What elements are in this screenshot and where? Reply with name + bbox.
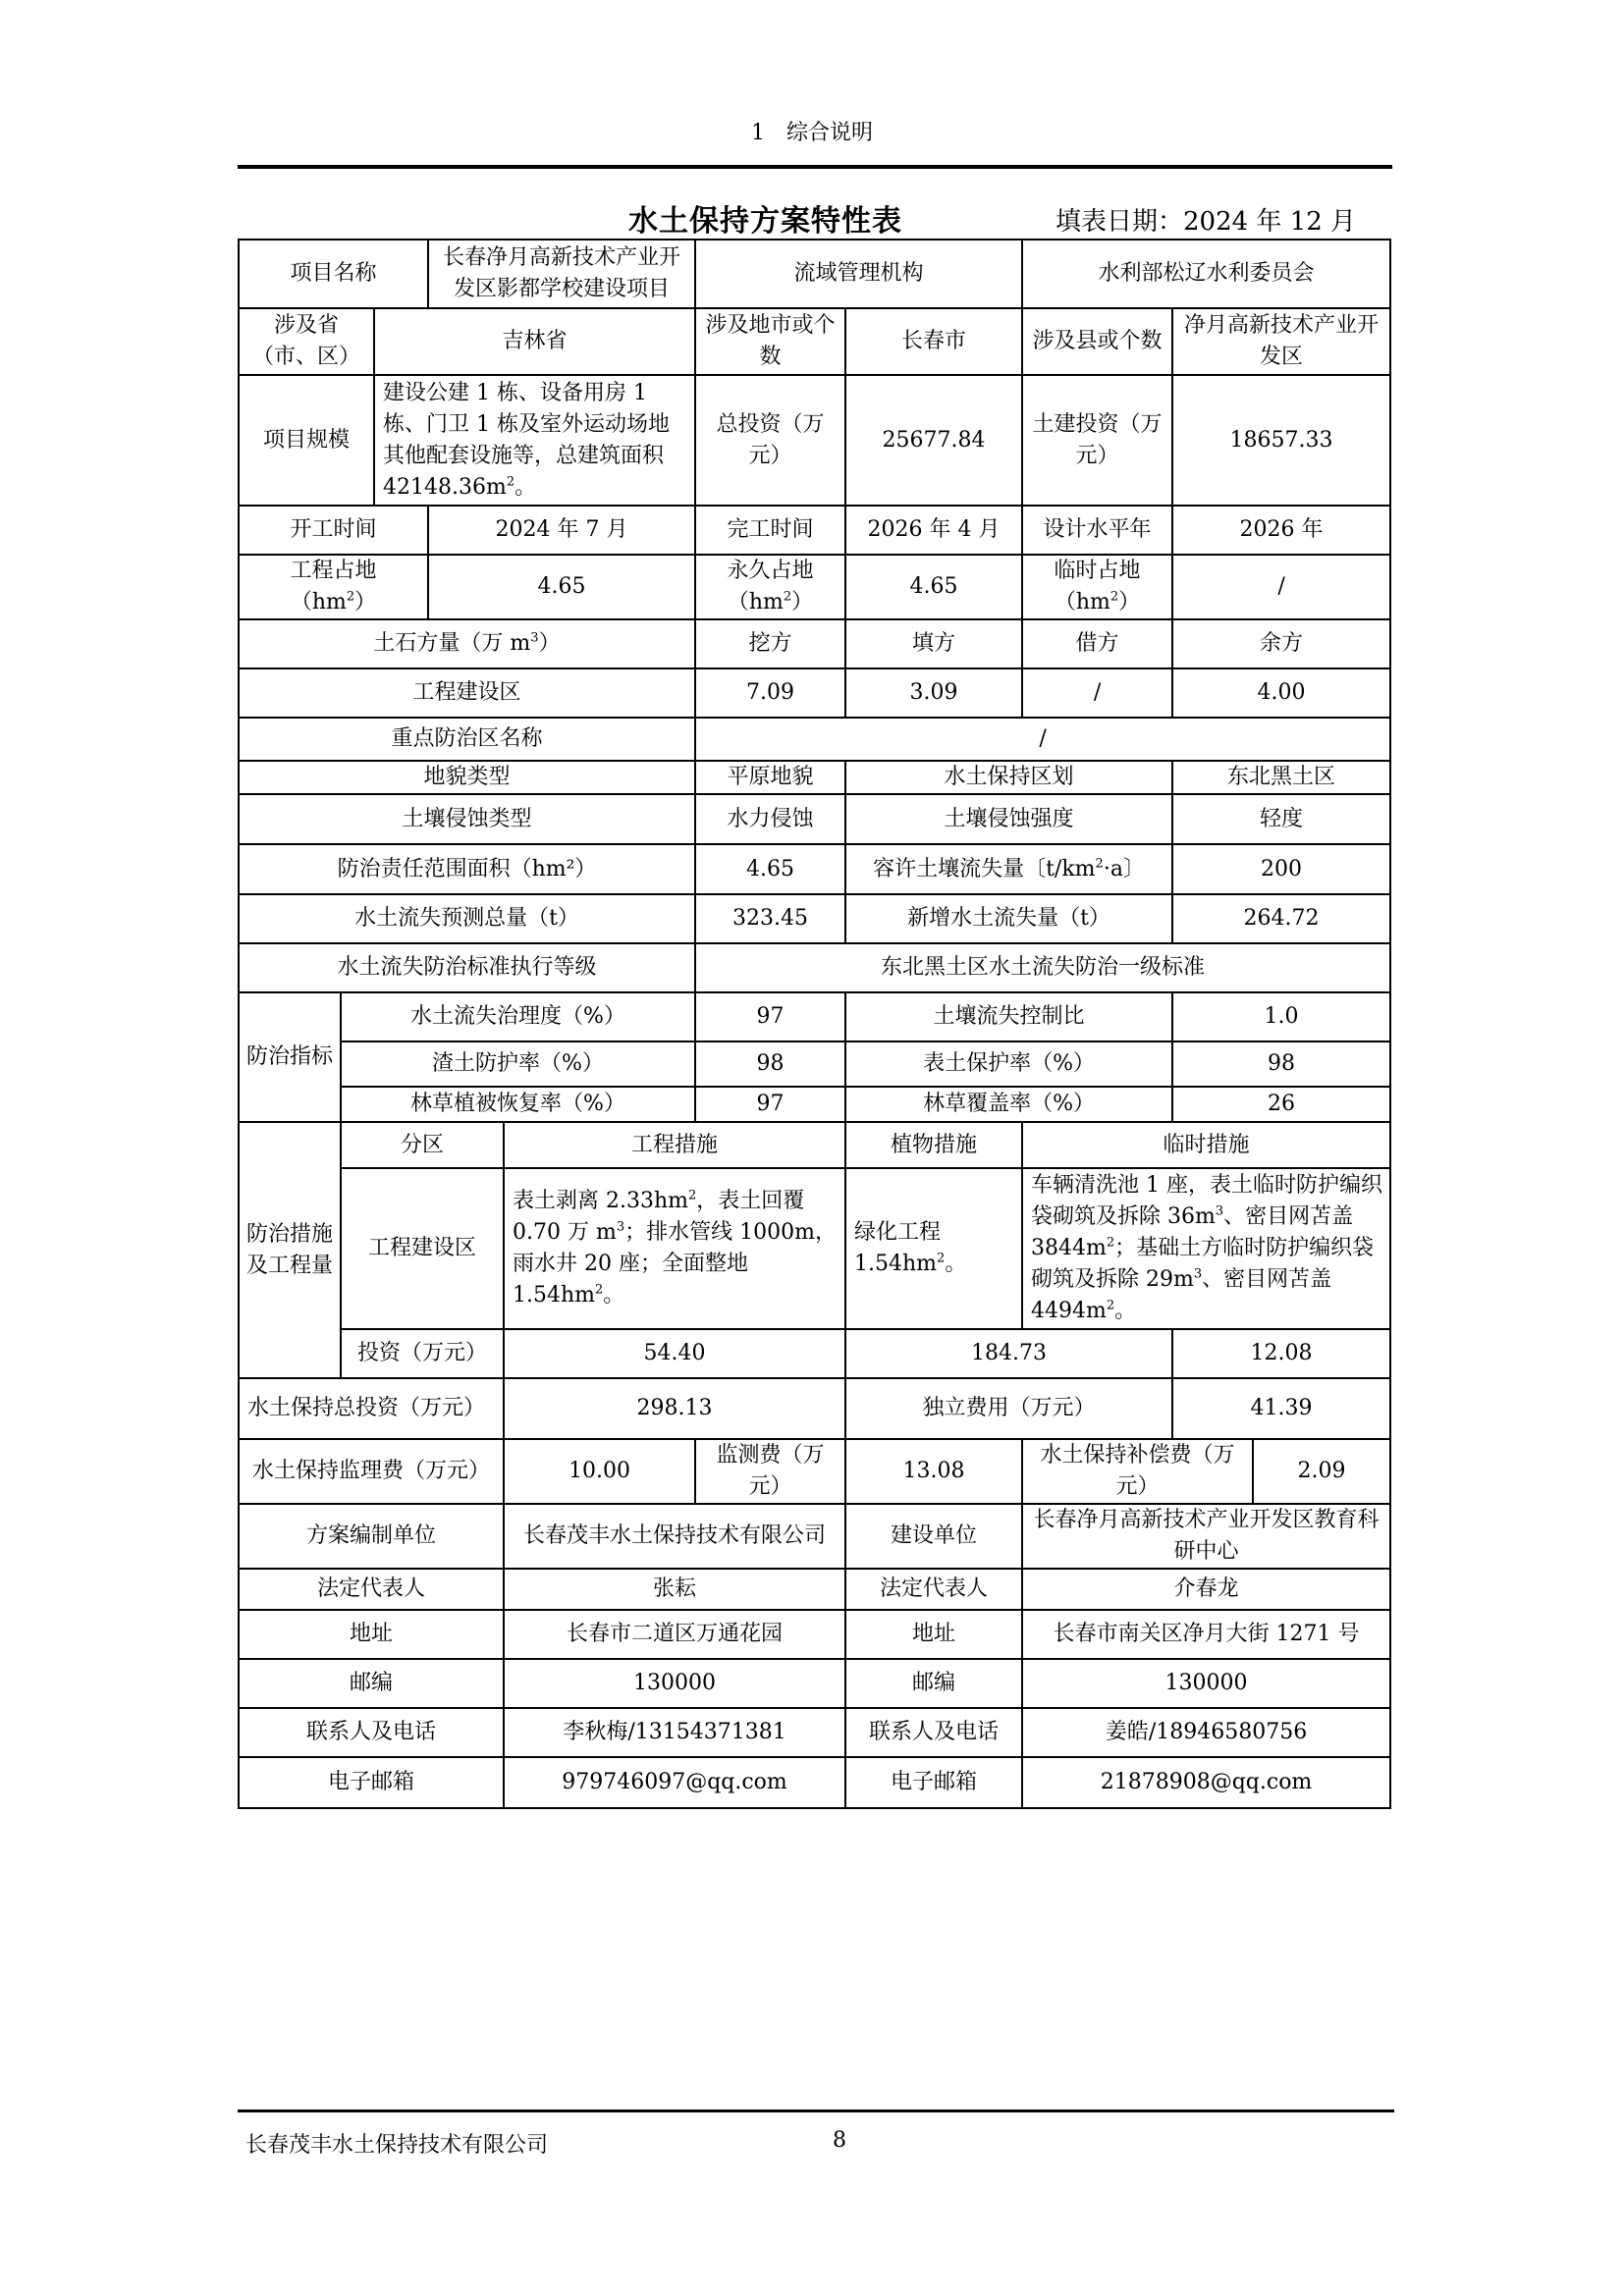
cell-value: 26 xyxy=(1172,1087,1390,1122)
cell-label: 水土保持总投资（万元） xyxy=(239,1378,504,1439)
cell-label: 项目规模 xyxy=(239,375,374,506)
cell-label: 方案编制单位 xyxy=(239,1504,504,1569)
label-text: ·a〕 xyxy=(1103,856,1145,881)
cell-value: 平原地貌 xyxy=(695,761,845,794)
table-row xyxy=(239,1329,1390,1378)
cell-value: 12.08 xyxy=(1172,1329,1390,1378)
table-row xyxy=(239,619,1390,668)
punct: ） xyxy=(538,631,561,656)
cell-label: 重点防治区名称 xyxy=(239,718,695,761)
cell-value: 98 xyxy=(695,1041,845,1087)
cell-label: 地址 xyxy=(239,1610,504,1659)
superscript: 3 xyxy=(616,1219,625,1235)
cell-value: 2026 年 xyxy=(1172,506,1390,555)
cell-value: 298.13 xyxy=(504,1378,845,1439)
cell-label xyxy=(239,619,695,668)
cell-label: 林草覆盖率（%） xyxy=(845,1087,1172,1122)
table-row xyxy=(239,894,1390,943)
cell-value: 长春净月高新技术产业开发区影都学校建设项目 xyxy=(428,240,695,308)
cell-label: 新增水土流失量（t） xyxy=(845,894,1172,943)
cell-value: 1.0 xyxy=(1172,992,1390,1041)
cell-label: 法定代表人 xyxy=(845,1569,1022,1610)
cell-label: 流域管理机构 xyxy=(695,240,1022,308)
cell-label: 投资（万元） xyxy=(341,1329,504,1378)
cell-label: 余方 xyxy=(1172,619,1390,668)
cell-label: 电子邮箱 xyxy=(239,1757,504,1808)
cell-value: 979746097@qq.com xyxy=(504,1757,845,1808)
cell-value: / xyxy=(1022,668,1172,718)
table-title: 水土保持方案特性表 xyxy=(628,204,902,239)
superscript: 2 xyxy=(937,1251,946,1266)
table-row xyxy=(239,943,1390,992)
superscript: 2 xyxy=(346,589,355,605)
cell-label xyxy=(845,844,1172,894)
footer-rule xyxy=(238,2109,1394,2112)
cell-label: 工程建设区 xyxy=(341,1168,504,1329)
cell-label: 监测费（万元） xyxy=(695,1439,845,1504)
cell-label: 联系人及电话 xyxy=(845,1708,1022,1757)
cell-value xyxy=(504,1168,845,1329)
scale-text: 建设公建 1 栋、设备用房 1 栋、门卫 1 栋及室外运动场地其他配套设施等，总建筑面积 42148.36m xyxy=(383,380,670,500)
cell-label: 填方 xyxy=(845,619,1022,668)
cell-label: 独立费用（万元） xyxy=(845,1378,1172,1439)
cell-value: 水利部松辽水利委员会 xyxy=(1022,240,1390,308)
cell-value: 东北黑土区 xyxy=(1172,761,1390,794)
table-row xyxy=(239,1659,1390,1708)
cell-label: 挖方 xyxy=(695,619,845,668)
cell-value: 长春市南关区净月大街 1271 号 xyxy=(1022,1610,1390,1659)
fill-date: 填表日期：2024 年 12 月 xyxy=(1056,207,1357,237)
cell-value: 2024 年 7 月 xyxy=(428,506,695,555)
cell-value: 张耘 xyxy=(504,1569,845,1610)
cell-value xyxy=(845,1168,1022,1329)
cell-value: 长春市 xyxy=(845,308,1022,375)
cell-label: 防治指标 xyxy=(239,992,341,1122)
page-number: 8 xyxy=(833,2128,846,2153)
table-row xyxy=(239,308,1390,375)
table-row xyxy=(239,1569,1390,1610)
cell-value: 长春净月高新技术产业开发区教育科研中心 xyxy=(1022,1504,1390,1569)
cell-label: 土壤流失控制比 xyxy=(845,992,1172,1041)
table-row xyxy=(239,668,1390,718)
characteristics-table xyxy=(238,239,1391,1809)
cell-value: 97 xyxy=(695,1087,845,1122)
cell-header: 临时措施 xyxy=(1022,1122,1390,1168)
table-row xyxy=(239,1439,1390,1504)
superscript: 2 xyxy=(1106,1298,1115,1313)
superscript: 3 xyxy=(1215,1203,1224,1219)
cell-label xyxy=(695,555,845,619)
cell-value: 长春茂丰水土保持技术有限公司 xyxy=(504,1504,845,1569)
label-text: 土石方量（万 m xyxy=(373,631,531,656)
cell-label: 涉及县或个数 xyxy=(1022,308,1172,375)
table-row xyxy=(239,1168,1390,1329)
table-row xyxy=(239,1041,1390,1087)
table-row xyxy=(239,718,1390,761)
cell-value: 轻度 xyxy=(1172,794,1390,844)
measure-text: 绿化工程 1.54hm xyxy=(854,1220,942,1276)
cell-value: 4.00 xyxy=(1172,668,1390,718)
cell-value: / xyxy=(1172,555,1390,619)
cell-label: 建设单位 xyxy=(845,1504,1022,1569)
cell-value xyxy=(1022,1168,1390,1329)
punct: ） xyxy=(1118,590,1141,614)
measure-text: ；排水管线 1000m，雨水井 20 座；全面整地 1.54hm xyxy=(513,1220,837,1308)
cell-value: 10.00 xyxy=(504,1439,695,1504)
table-row xyxy=(239,375,1390,506)
punct: 。 xyxy=(514,474,537,500)
cell-value: 21878908@qq.com xyxy=(1022,1757,1390,1808)
table-row xyxy=(239,761,1390,794)
cell-label xyxy=(1022,555,1172,619)
measure-text: ；基础土方临时防护编织袋砌筑及拆除 29m xyxy=(1031,1236,1375,1292)
label-text: 临时占地 xyxy=(1054,559,1141,583)
superscript: 2 xyxy=(1095,856,1104,872)
cell-label: 地址 xyxy=(845,1610,1022,1659)
cell-value: 25677.84 xyxy=(845,375,1022,506)
table-row xyxy=(239,1122,1390,1168)
cell-value: 水力侵蚀 xyxy=(695,794,845,844)
cell-value: / xyxy=(695,718,1390,761)
cell-value: 184.73 xyxy=(845,1329,1172,1378)
cell-label: 水土流失治理度（%） xyxy=(341,992,695,1041)
cell-label: 表土保护率（%） xyxy=(845,1041,1172,1087)
cell-value xyxy=(374,375,695,506)
cell-header: 分区 xyxy=(341,1122,504,1168)
cell-value: 2026 年 4 月 xyxy=(845,506,1022,555)
superscript: 2 xyxy=(688,1188,697,1203)
cell-label: 渣土防护率（%） xyxy=(341,1041,695,1087)
unit: （hm xyxy=(727,590,784,614)
cell-label: 开工时间 xyxy=(239,506,428,555)
cell-label: 法定代表人 xyxy=(239,1569,504,1610)
cell-value: 98 xyxy=(1172,1041,1390,1087)
cell-value: 净月高新技术产业开发区 xyxy=(1172,308,1390,375)
cell-label: 涉及省（市、区） xyxy=(239,308,374,375)
measure-text: 表土剥离 2.33hm xyxy=(513,1189,689,1213)
table-row xyxy=(239,1708,1390,1757)
cell-label: 涉及地市或个数 xyxy=(695,308,845,375)
header-rule xyxy=(238,165,1392,169)
cell-label: 设计水平年 xyxy=(1022,506,1172,555)
table-row xyxy=(239,240,1390,308)
table-row xyxy=(239,1378,1390,1439)
table-row xyxy=(239,555,1390,619)
cell-label: 土壤侵蚀强度 xyxy=(845,794,1172,844)
punct: ） xyxy=(791,590,814,614)
cell-label: 联系人及电话 xyxy=(239,1708,504,1757)
cell-value: 97 xyxy=(695,992,845,1041)
superscript: 2 xyxy=(506,474,515,490)
cell-label xyxy=(239,555,428,619)
cell-value: 4.65 xyxy=(428,555,695,619)
cell-label: 邮编 xyxy=(845,1659,1022,1708)
punct: ） xyxy=(354,590,377,614)
punct: 。 xyxy=(603,1283,625,1308)
punct: 。 xyxy=(945,1252,967,1276)
cell-label: 邮编 xyxy=(239,1659,504,1708)
table-row xyxy=(239,992,1390,1041)
cell-value: 4.65 xyxy=(845,555,1022,619)
measure-text: 、密目网苫盖 4494m xyxy=(1031,1267,1332,1323)
cell-value: 200 xyxy=(1172,844,1390,894)
cell-value: 3.09 xyxy=(845,668,1022,718)
cell-label: 水土保持区划 xyxy=(845,761,1172,794)
cell-label: 防治责任范围面积（hm²） xyxy=(239,844,695,894)
label-text: 永久占地 xyxy=(727,559,814,583)
superscript: 2 xyxy=(595,1282,604,1298)
cell-label: 地貌类型 xyxy=(239,761,695,794)
table-row xyxy=(239,1757,1390,1808)
cell-value: 长春市二道区万通花园 xyxy=(504,1610,845,1659)
table-row xyxy=(239,844,1390,894)
table-row xyxy=(239,506,1390,555)
cell-label: 项目名称 xyxy=(239,240,428,308)
cell-value: 介春龙 xyxy=(1022,1569,1390,1610)
cell-label: 水土保持补偿费（万元） xyxy=(1022,1439,1253,1504)
superscript: 3 xyxy=(1193,1266,1203,1282)
table-row xyxy=(239,794,1390,844)
table-row xyxy=(239,1504,1390,1569)
cell-value: 264.72 xyxy=(1172,894,1390,943)
cell-value: 130000 xyxy=(504,1659,845,1708)
cell-label: 土建投资（万元） xyxy=(1022,375,1172,506)
cell-value: 姜皓/18946580756 xyxy=(1022,1708,1390,1757)
cell-value: 54.40 xyxy=(504,1329,845,1378)
measure-text: 车辆清洗池 1 座，表土临时防护编织袋砌筑及拆除 36m xyxy=(1031,1173,1383,1229)
cell-label: 水土流失防治标准执行等级 xyxy=(239,943,695,992)
table-row xyxy=(239,1087,1390,1122)
cell-label: 工程建设区 xyxy=(239,668,695,718)
unit: （hm xyxy=(1054,590,1110,614)
punct: 。 xyxy=(1114,1299,1137,1323)
superscript: 2 xyxy=(1110,589,1119,605)
footer-company: 长春茂丰水土保持技术有限公司 xyxy=(245,2133,549,2158)
measure-text: 、密目网苫盖 3844m xyxy=(1031,1204,1354,1260)
superscript: 2 xyxy=(1106,1235,1115,1251)
cell-label: 电子邮箱 xyxy=(845,1757,1022,1808)
cell-label: 完工时间 xyxy=(695,506,845,555)
cell-value: 吉林省 xyxy=(374,308,695,375)
label-text: 工程占地 xyxy=(290,559,377,583)
cell-value: 7.09 xyxy=(695,668,845,718)
cell-label: 水土流失预测总量（t） xyxy=(239,894,695,943)
cell-value: 2.09 xyxy=(1253,1439,1390,1504)
cell-value: 13.08 xyxy=(845,1439,1022,1504)
cell-value: 李秋梅/13154371381 xyxy=(504,1708,845,1757)
table-row xyxy=(239,1610,1390,1659)
cell-label: 土壤侵蚀类型 xyxy=(239,794,695,844)
cell-label: 防治措施及工程量 xyxy=(239,1122,341,1378)
cell-value: 东北黑土区水土流失防治一级标准 xyxy=(695,943,1390,992)
cell-label: 水土保持监理费（万元） xyxy=(239,1439,504,1504)
cell-label: 林草植被恢复率（%） xyxy=(341,1087,695,1122)
superscript: 3 xyxy=(530,630,539,646)
cell-header: 植物措施 xyxy=(845,1122,1022,1168)
cell-label: 总投资（万元） xyxy=(695,375,845,506)
cell-value: 323.45 xyxy=(695,894,845,943)
page-header: 1 综合说明 xyxy=(751,121,873,145)
cell-label: 借方 xyxy=(1022,619,1172,668)
cell-header: 工程措施 xyxy=(504,1122,845,1168)
cell-value: 41.39 xyxy=(1172,1378,1390,1439)
cell-value: 18657.33 xyxy=(1172,375,1390,506)
unit: （hm xyxy=(290,590,347,614)
cell-value: 130000 xyxy=(1022,1659,1390,1708)
label-text: 容许土壤流失量〔t/km xyxy=(873,856,1096,881)
measure-text: ，表土回覆 0.70 万 m xyxy=(513,1189,805,1245)
superscript: 2 xyxy=(783,589,792,605)
cell-value: 4.65 xyxy=(695,844,845,894)
